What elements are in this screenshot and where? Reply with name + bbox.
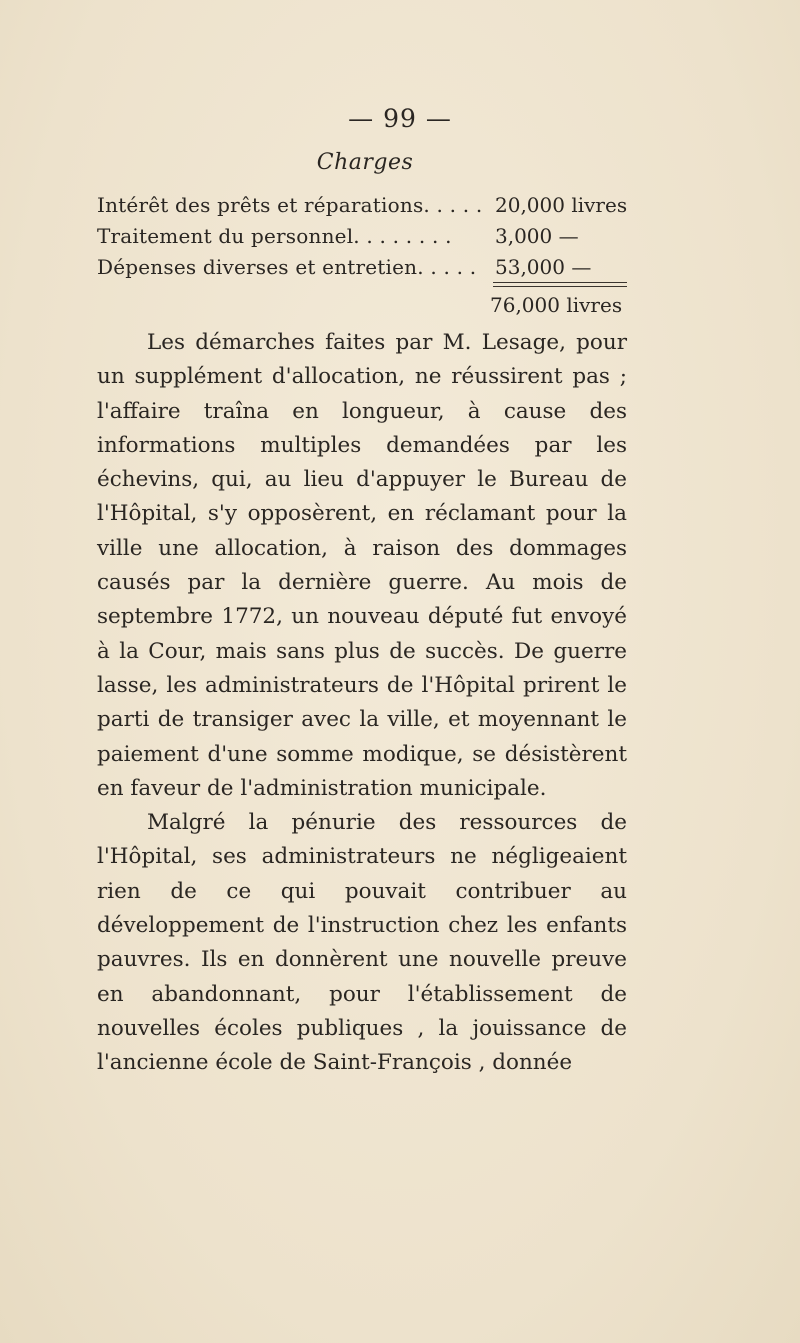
charge-row	[97, 221, 627, 252]
charge-amount: 3,000 —	[495, 224, 579, 248]
charge-label: Traitement du personnel. . . . . . . .	[97, 224, 452, 248]
paragraph: Les démarches faites par M. Lesage, pour un supplément d'allocation, ne réussirent pas ; l'affaire traîna en longueur, à cause des informations multiples demandées par les échevins, qui, au lieu d'appuyer le Bureau de l'Hôpital, s'y opposèrent, en réclamant pour la ville une allocation, à raison des dommages causés par la dernière guerre. Au mois de septembre 1772, un nouveau député fut envoyé à la Cour, mais sans plus de succès. De guerre lasse, les administrateurs de l'Hôpital prirent le parti de transiger avec la ville, et moyennant le paiement d'une somme modique, se désistèrent en faveur de l'administration municipale.	[97, 330, 627, 801]
charge-amount: 53,000 —	[495, 255, 592, 279]
paragraph: Malgré la pénurie des ressources de l'Hôpital, ses administrateurs ne négligeaient rien de ce qui pouvait contribuer au développement de l'instruction chez les enfants pauvres. Ils en donnèrent une nouvelle preuve en abandonnant, pour l'établissement de nouvelles écoles publiques , la jouissance de l'ancienne école de Saint-François , donnée	[97, 810, 627, 1076]
charge-label: Dépenses diverses et entretien. . . . .	[97, 255, 477, 279]
body-text	[97, 326, 627, 1081]
charge-row	[97, 252, 627, 283]
charge-amount: 20,000 livres	[495, 193, 628, 217]
total-divider	[493, 282, 627, 283]
page-number: — 99 —	[348, 104, 452, 133]
total-divider	[493, 286, 627, 287]
charge-label: Intérêt des prêts et réparations. . . . .	[97, 193, 483, 217]
section-title: Charges	[316, 150, 414, 175]
total-amount: 76,000 livres	[490, 293, 623, 317]
charge-row	[97, 190, 627, 221]
charges-table	[97, 190, 627, 283]
